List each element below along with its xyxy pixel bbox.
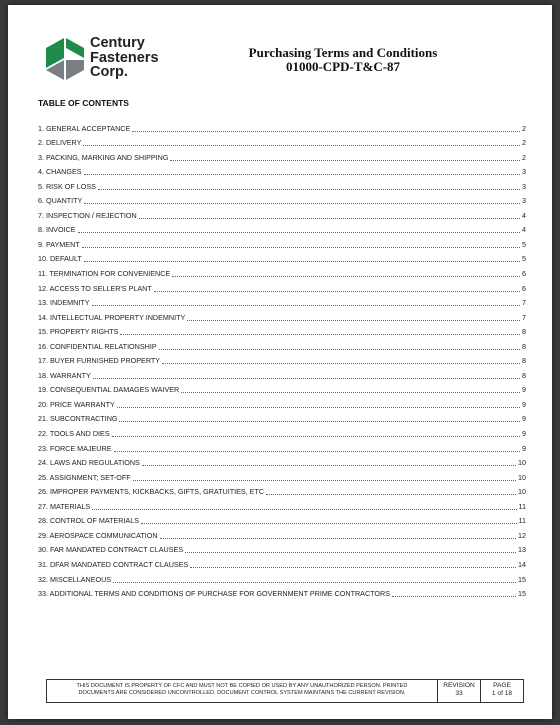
toc-entry-page: 9 bbox=[522, 385, 526, 395]
toc-leader-dots bbox=[117, 406, 520, 408]
toc-entry-page: 9 bbox=[522, 414, 526, 424]
logo-line-1: Century bbox=[90, 35, 145, 51]
toc-entry[interactable] bbox=[38, 394, 526, 409]
toc-entry-title: 21. SUBCONTRACTING bbox=[38, 414, 118, 424]
toc-entry[interactable] bbox=[38, 234, 526, 249]
toc-entry[interactable] bbox=[38, 147, 526, 162]
toc-entry-page: 7 bbox=[522, 312, 526, 322]
toc-entry[interactable] bbox=[38, 205, 526, 220]
toc-entry-title: 30. FAR MANDATED CONTRACT CLAUSES bbox=[38, 545, 184, 555]
toc-entry-title: 4. CHANGES bbox=[38, 167, 82, 177]
toc-entry[interactable] bbox=[38, 249, 526, 264]
page-label: PAGE bbox=[493, 682, 511, 689]
toc-entry[interactable] bbox=[38, 191, 526, 206]
toc-leader-dots bbox=[83, 144, 520, 146]
toc-leader-dots bbox=[114, 450, 521, 452]
toc-entry-title: 29. AEROSPACE COMMUNICATION bbox=[38, 530, 158, 540]
toc-entry-title: 19. CONSEQUENTIAL DAMAGES WAIVER bbox=[38, 385, 180, 395]
toc-leader-dots bbox=[141, 522, 516, 524]
toc-entry-page: 10 bbox=[518, 472, 526, 482]
toc-leader-dots bbox=[187, 319, 520, 321]
toc-leader-dots bbox=[172, 275, 520, 277]
logo-line-3: Corp. bbox=[90, 64, 128, 80]
toc-entry-page: 7 bbox=[522, 298, 526, 308]
toc-leader-dots bbox=[132, 130, 520, 132]
toc-entry[interactable] bbox=[38, 569, 526, 584]
toc-entry[interactable] bbox=[38, 496, 526, 511]
toc-entry-page: 11 bbox=[518, 516, 526, 526]
company-logo bbox=[44, 36, 164, 86]
toc-entry-title: 17. BUYER FURNISHED PROPERTY bbox=[38, 356, 161, 366]
toc-leader-dots bbox=[181, 391, 520, 393]
toc-leader-dots bbox=[112, 435, 520, 437]
toc-entry-page: 15 bbox=[518, 574, 526, 584]
toc-entry-page: 8 bbox=[522, 356, 526, 366]
toc-leader-dots bbox=[84, 173, 520, 175]
toc-entry-title: 5. RISK OF LOSS bbox=[38, 181, 96, 191]
logo-mark-icon bbox=[44, 36, 86, 82]
toc-entry-page: 15 bbox=[518, 589, 526, 599]
footer-notice bbox=[47, 680, 437, 702]
toc-entry-title: 6. QUANTITY bbox=[38, 196, 83, 206]
logo-line-2: Fasteners bbox=[90, 49, 159, 66]
toc-entry-title: 1. GENERAL ACCEPTANCE bbox=[38, 123, 131, 133]
toc-leader-dots bbox=[185, 551, 516, 553]
toc-entry-title: 16. CONFIDENTIAL RELATIONSHIP bbox=[38, 341, 157, 351]
toc-entry-page: 9 bbox=[522, 399, 526, 409]
toc-entry-title: 23. FORCE MAJEURE bbox=[38, 443, 112, 453]
toc-leader-dots bbox=[84, 260, 520, 262]
toc-leader-dots bbox=[139, 217, 520, 219]
toc-entry[interactable] bbox=[38, 365, 526, 380]
revision-box bbox=[437, 680, 480, 702]
toc-leader-dots bbox=[154, 290, 520, 292]
toc-entry-page: 8 bbox=[522, 327, 526, 337]
revision-label: REVISION bbox=[443, 682, 475, 689]
toc-entry-page: 8 bbox=[522, 370, 526, 380]
toc-entry[interactable] bbox=[38, 133, 526, 148]
toc-leader-dots bbox=[78, 231, 520, 233]
toc-entry-page: 8 bbox=[522, 341, 526, 351]
toc-leader-dots bbox=[93, 377, 520, 379]
toc-entry[interactable] bbox=[38, 453, 526, 468]
toc-entry-title: 9. PAYMENT bbox=[38, 239, 80, 249]
toc-entry[interactable] bbox=[38, 467, 526, 482]
toc-leader-dots bbox=[84, 202, 520, 204]
toc-leader-dots bbox=[133, 479, 516, 481]
revision-value: 33 bbox=[455, 690, 463, 698]
toc-entry-title: 27. MATERIALS bbox=[38, 501, 91, 511]
toc-leader-dots bbox=[190, 566, 516, 568]
toc-entry-title: 7. INSPECTION / REJECTION bbox=[38, 210, 137, 220]
toc-leader-dots bbox=[392, 595, 516, 597]
toc-entry-title: 15. PROPERTY RIGHTS bbox=[38, 327, 119, 337]
toc-entry[interactable] bbox=[38, 525, 526, 540]
toc-entry-title: 26. IMPROPER PAYMENTS, KICKBACKS, GIFTS, GRATUITIES, ETC bbox=[38, 487, 265, 497]
toc-entry[interactable] bbox=[38, 162, 526, 177]
document-header bbox=[228, 46, 458, 74]
toc-entry-page: 4 bbox=[522, 210, 526, 220]
toc-entry[interactable] bbox=[38, 351, 526, 366]
toc-entry-page: 10 bbox=[518, 487, 526, 497]
toc-entry-page: 3 bbox=[522, 196, 526, 206]
toc-leader-dots bbox=[113, 581, 516, 583]
toc-entry-page: 6 bbox=[522, 269, 526, 279]
toc-entry-title: 22. TOOLS AND DIES bbox=[38, 429, 110, 439]
toc-entry-title: 33. ADDITIONAL TERMS AND CONDITIONS OF PURCHASE FOR GOVERNMENT PRIME CONTRACTORS bbox=[38, 589, 390, 599]
toc-entry[interactable] bbox=[38, 511, 526, 526]
toc-entry-title: 10. DEFAULT bbox=[38, 254, 82, 264]
toc-leader-dots bbox=[98, 188, 520, 190]
toc-leader-dots bbox=[92, 304, 520, 306]
page-box bbox=[480, 680, 523, 702]
toc-entry-title: 12. ACCESS TO SELLER'S PLANT bbox=[38, 283, 152, 293]
toc-leader-dots bbox=[120, 333, 520, 335]
toc-leader-dots bbox=[82, 246, 520, 248]
toc-entry-page: 5 bbox=[522, 239, 526, 249]
toc-entry-page: 6 bbox=[522, 283, 526, 293]
toc-entry[interactable] bbox=[38, 278, 526, 293]
toc-entry-title: 3. PACKING, MARKING AND SHIPPING bbox=[38, 152, 169, 162]
toc-entry[interactable] bbox=[38, 409, 526, 424]
toc-entry-title: 28. CONTROL OF MATERIALS bbox=[38, 516, 140, 526]
toc-entry-page: 13 bbox=[518, 545, 526, 555]
toc-entry[interactable] bbox=[38, 482, 526, 497]
toc-leader-dots bbox=[142, 464, 516, 466]
toc-entry-title: 25. ASSIGNMENT; SET-OFF bbox=[38, 472, 131, 482]
toc-entry-page: 14 bbox=[518, 559, 526, 569]
toc-entry[interactable] bbox=[38, 263, 526, 278]
toc-entry[interactable] bbox=[38, 336, 526, 351]
toc-entry-title: 11. TERMINATION FOR CONVENIENCE bbox=[38, 269, 171, 279]
toc-entry[interactable] bbox=[38, 322, 526, 337]
toc-leader-dots bbox=[119, 420, 520, 422]
toc-entry-page: 10 bbox=[518, 458, 526, 468]
toc-entry[interactable] bbox=[38, 220, 526, 235]
toc-entry-page: 12 bbox=[518, 530, 526, 540]
toc-entry[interactable] bbox=[38, 423, 526, 438]
toc-entry-page: 11 bbox=[518, 501, 526, 511]
toc-entry-page: 3 bbox=[522, 167, 526, 177]
toc-entry-page: 2 bbox=[522, 152, 526, 162]
toc-entry-title: 32. MISCELLANEOUS bbox=[38, 574, 112, 584]
page-value: 1 of 18 bbox=[491, 690, 513, 698]
toc-leader-dots bbox=[92, 508, 516, 510]
toc-entry[interactable] bbox=[38, 584, 526, 599]
document-title: Purchasing Terms and Conditions bbox=[248, 45, 438, 60]
document-number: 01000-CPD-T&C-87 bbox=[285, 59, 401, 74]
toc-entry-title: 13. INDEMNITY bbox=[38, 298, 90, 308]
toc-entry-page: 9 bbox=[522, 429, 526, 439]
toc-leader-dots bbox=[159, 348, 520, 350]
toc-entry-title: 31. DFAR MANDATED CONTRACT CLAUSES bbox=[38, 559, 189, 569]
toc-entry[interactable] bbox=[38, 176, 526, 191]
toc-entry[interactable] bbox=[38, 554, 526, 569]
toc-leader-dots bbox=[170, 159, 520, 161]
footer-notice-line-1: THIS DOCUMENT IS PROPERTY OF CFC AND MUST NOT BE COPIED OR USED BY ANY UNAUTHORIZED PERSON. PRINTED bbox=[76, 683, 408, 689]
toc-entry-page: 9 bbox=[522, 443, 526, 453]
toc-entry-page: 4 bbox=[522, 225, 526, 235]
toc-entry-title: 24. LAWS AND REGULATIONS bbox=[38, 458, 140, 468]
toc-entry-page: 2 bbox=[522, 138, 526, 148]
toc-heading: TABLE OF CONTENTS bbox=[38, 98, 129, 108]
toc-entry[interactable] bbox=[38, 307, 526, 322]
document-footer bbox=[46, 679, 524, 703]
toc-entry-title: 8. INVOICE bbox=[38, 225, 76, 235]
toc-leader-dots bbox=[160, 537, 516, 539]
toc-entry-title: 14. INTELLECTUAL PROPERTY INDEMNITY bbox=[38, 312, 186, 322]
document-page bbox=[8, 5, 552, 719]
toc-entry[interactable] bbox=[38, 380, 526, 395]
toc-leader-dots bbox=[266, 493, 516, 495]
toc-entry-page: 5 bbox=[522, 254, 526, 264]
toc-entry-page: 2 bbox=[522, 123, 526, 133]
table-of-contents bbox=[38, 118, 526, 598]
toc-entry[interactable] bbox=[38, 118, 526, 133]
toc-entry-title: 18. WARRANTY bbox=[38, 370, 91, 380]
toc-leader-dots bbox=[162, 362, 520, 364]
footer-notice-line-2: DOCUMENTS ARE CONSIDERED UNCONTROLLED. DOCUMENT CONTROL SYSTEM MAINTAINS THE CURRENT REVISION. bbox=[78, 690, 406, 696]
toc-entry-title: 2. DELIVERY bbox=[38, 138, 82, 148]
toc-entry-page: 3 bbox=[522, 181, 526, 191]
toc-entry[interactable] bbox=[38, 438, 526, 453]
toc-entry-title: 20. PRICE WARRANTY bbox=[38, 399, 115, 409]
toc-entry[interactable] bbox=[38, 540, 526, 555]
toc-entry[interactable] bbox=[38, 293, 526, 308]
